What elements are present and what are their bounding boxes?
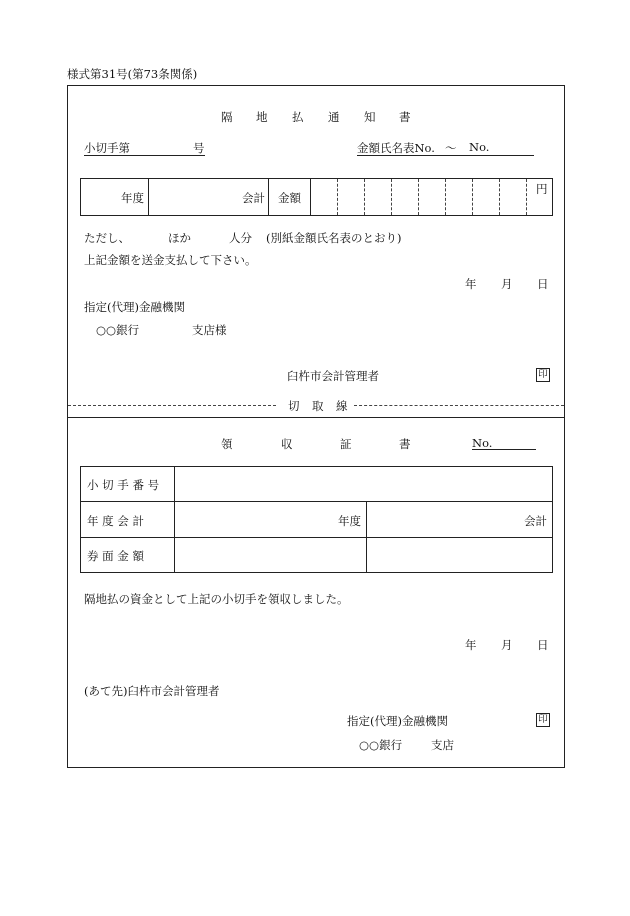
receipt-number-label: No. (472, 436, 493, 450)
receipt-title-char: 領 (221, 437, 233, 451)
cut-line-char: 線 (336, 399, 348, 413)
table-account-label: 会計 (242, 191, 265, 205)
receipt-title-char: 書 (399, 437, 411, 451)
receipt-table (80, 466, 553, 573)
receipt-title-char: 証 (340, 437, 352, 451)
notice-date-year: 年 (465, 277, 477, 291)
cut-line-left (68, 405, 276, 406)
receipt-number-field (472, 436, 536, 450)
check-number-field (84, 140, 205, 156)
table-yen-label: 円 (536, 182, 548, 196)
notice-branch: 支店様 (192, 323, 227, 337)
table-amount-label: 金額 (278, 191, 301, 205)
notice-line1-other: ほか (168, 231, 191, 245)
receipt-institution-label: 指定(代理)金融機関 (347, 714, 448, 728)
list-number-no: No. (469, 140, 490, 154)
notice-title-char: 地 (256, 110, 268, 124)
notice-manager: 臼杵市会計管理者 (287, 369, 379, 383)
cut-line-char: 取 (312, 399, 324, 413)
receipt-statement: 隔地払の資金として上記の小切手を領収しました。 (84, 592, 349, 606)
table-year-label: 年度 (121, 191, 144, 205)
cut-line-right (354, 405, 564, 406)
row-year-suffix: 年度 (338, 514, 361, 528)
check-number-suffix: 号 (193, 141, 205, 155)
receipt-addressee: (あて先)臼杵市会計管理者 (84, 684, 220, 698)
row-account-suffix: 会計 (524, 514, 547, 528)
row-face-amount-label: 券 面 金 額 (87, 549, 144, 563)
notice-line1-prefix: ただし、 (84, 231, 130, 245)
cut-line-char: 切 (288, 399, 300, 413)
notice-seal-box: 印 (536, 368, 550, 382)
notice-title-char: 払 (292, 110, 304, 124)
list-number-field (357, 140, 534, 156)
receipt-top-border (67, 417, 565, 418)
notice-date-month: 月 (501, 277, 513, 291)
receipt-branch: 支店 (431, 738, 454, 752)
receipt-title-char: 収 (281, 437, 293, 451)
notice-line1-note: (別紙金額氏名表のとおり) (266, 231, 402, 245)
notice-title-char: 知 (364, 110, 376, 124)
form-number: 様式第31号(第73条関係) (67, 67, 198, 81)
notice-bank: ○○銀行 (96, 323, 140, 337)
row-year-account-label: 年 度 会 計 (87, 514, 144, 528)
list-number-tilde: 〜 (445, 141, 457, 155)
list-number-label: 金額氏名表No. (357, 141, 435, 155)
receipt-date-day: 日 (537, 638, 549, 652)
notice-title-char: 隔 (221, 110, 233, 124)
check-number-prefix: 小切手第 (84, 141, 130, 155)
receipt-bank: ○○銀行 (359, 738, 403, 752)
notice-title-char: 書 (399, 110, 411, 124)
notice-institution-label: 指定(代理)金融機関 (84, 300, 185, 314)
receipt-date-month: 月 (501, 638, 513, 652)
receipt-date-year: 年 (465, 638, 477, 652)
notice-date-day: 日 (537, 277, 549, 291)
amount-table (80, 178, 553, 216)
notice-line2: 上記金額を送金支払して下さい。 (84, 253, 257, 267)
notice-title-char: 通 (328, 110, 340, 124)
notice-line1-people: 人分 (229, 231, 252, 245)
row-check-number-label: 小 切 手 番 号 (87, 478, 160, 492)
receipt-seal-box: 印 (536, 713, 550, 727)
